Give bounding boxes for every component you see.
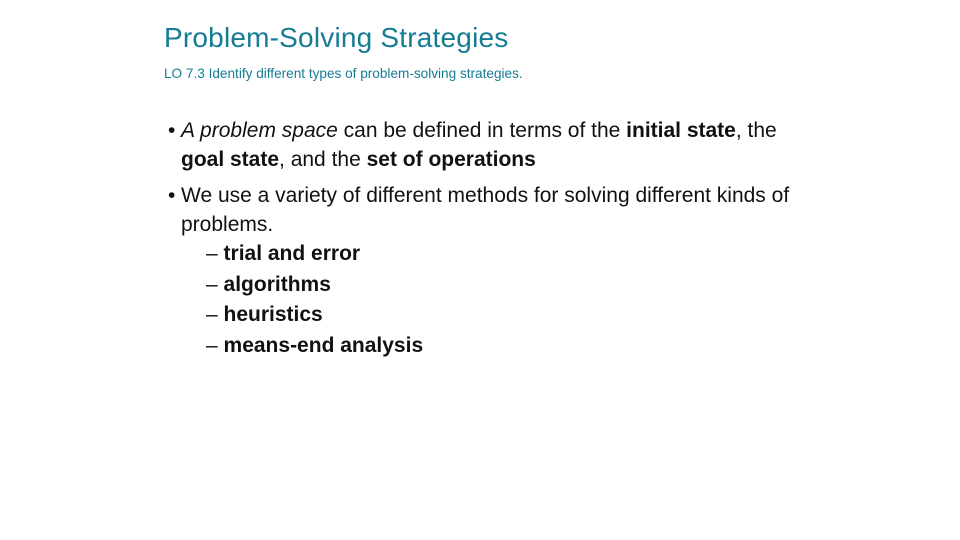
dash-marker: – <box>206 303 218 326</box>
term-set-of-operations: set of operations <box>366 148 536 171</box>
dash-marker: – <box>206 272 218 296</box>
dash-marker: – <box>206 333 218 357</box>
method-item: – heuristics <box>206 303 323 326</box>
bullet-text: A problem space can be defined in terms of the initial state, the goal state, and the set of operations <box>181 119 777 171</box>
bullet-text: We use a variety of different methods for solving different kinds of problems. <box>181 184 790 236</box>
bullet-problem-space <box>168 116 808 174</box>
slide-title: Problem-Solving Strategies <box>164 22 509 53</box>
slide-body <box>168 116 808 368</box>
bullet-methods <box>168 181 808 361</box>
term-initial-state: initial state <box>626 119 736 142</box>
learning-objective: LO 7.3 Identify different types of problem-solving strategies. <box>164 66 523 81</box>
method-list <box>181 239 808 361</box>
term-problem-space: A problem space <box>181 119 338 142</box>
bullet-marker: • <box>168 119 176 142</box>
term-goal-state: goal state <box>181 148 280 171</box>
bullet-marker: • <box>168 184 176 207</box>
method-item: – trial and error <box>206 242 361 265</box>
dash-marker: – <box>206 242 218 265</box>
method-item: – means-end analysis <box>206 333 424 357</box>
method-item: – algorithms <box>206 272 331 296</box>
